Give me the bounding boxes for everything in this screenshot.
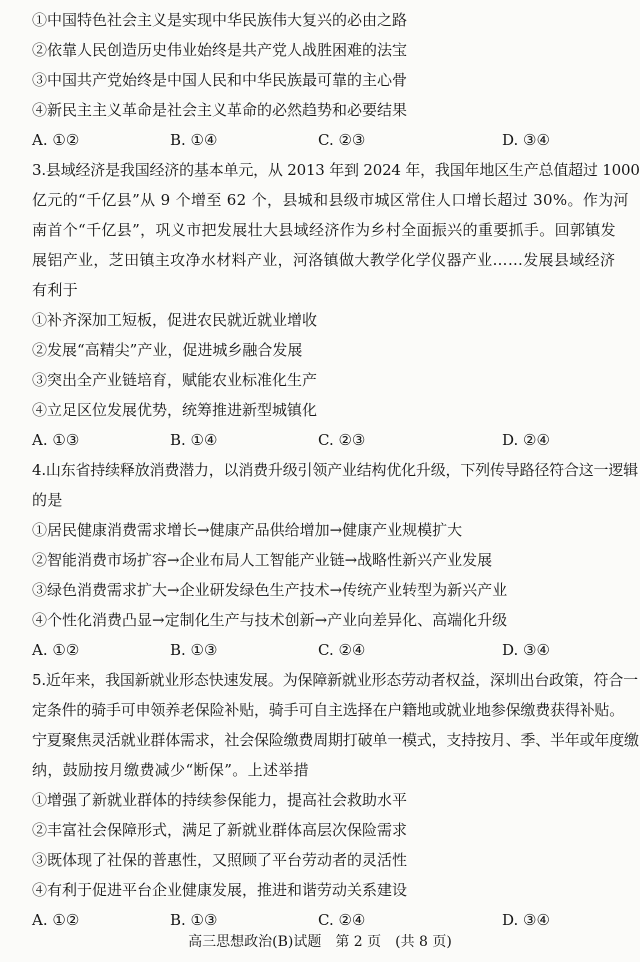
q3-choice-d: D. ②④ — [502, 431, 550, 449]
q4-option-1: ①居民健康消费需求增长→健康产品供给增加→健康产业规模扩大 — [32, 521, 463, 539]
q2-option-3: ③中国共产党始终是中国人民和中华民族最可靠的主心骨 — [32, 71, 408, 89]
q3-stem-line-4: 展铝产业，芝田镇主攻净水材料产业，河洛镇做大教学化学仪器产业……发展县域经济 — [32, 251, 616, 269]
q2-option-1: ①中国特色社会主义是实现中华民族伟大复兴的必由之路 — [32, 11, 408, 29]
q2-option-4: ④新民主主义革命是社会主义革命的必然趋势和必要结果 — [32, 101, 408, 119]
q5-choice-b: B. ①③ — [170, 911, 218, 929]
q4-choice-b: B. ①③ — [170, 641, 218, 659]
page-footer: 高三思想政治(B)试题 第 2 页 (共 8 页) — [188, 934, 452, 950]
q2-choice-d: D. ③④ — [502, 131, 550, 149]
q2-choices — [32, 126, 628, 154]
q5-choice-d: D. ③④ — [502, 911, 550, 929]
q3-stem-line-3: 南首个“千亿县”，巩义市把发展壮大县域经济作为乡村全面振兴的重要抓手。回郭镇发 — [32, 221, 616, 239]
q3-choices — [32, 426, 628, 454]
q5-option-1: ①增强了新就业群体的持续参保能力，提高社会救助水平 — [32, 791, 408, 809]
q4-choice-c: C. ②④ — [318, 641, 366, 659]
q3-choice-b: B. ①④ — [170, 431, 218, 449]
q3-stem-line-1: 3.县域经济是我国经济的基本单元，从 2013 年到 2024 年，我国年地区生产总值超过 1000 — [32, 161, 640, 179]
q3-option-2: ②发展“高精尖”产业，促进城乡融合发展 — [32, 341, 303, 359]
q3-stem-line-2: 亿元的“千亿县”从 9 个增至 62 个，县城和县级市城区常住人口增长超过 30%。作为河 — [32, 191, 629, 209]
q5-choice-a: A. ①② — [32, 911, 80, 929]
q2-choice-b: B. ①④ — [170, 131, 218, 149]
q4-choice-a: A. ①② — [32, 641, 80, 659]
q3-option-4: ④立足区位发展优势，统筹推进新型城镇化 — [32, 401, 318, 419]
q3-choice-a: A. ①③ — [32, 431, 80, 449]
q2-choice-c: C. ②③ — [318, 131, 366, 149]
q5-stem-line-4: 纳，鼓励按月缴费减少“断保”。上述举措 — [32, 761, 309, 779]
q3-choice-c: C. ②③ — [318, 431, 366, 449]
q4-option-4: ④个性化消费凸显→定制化生产与技术创新→产业向差异化、高端化升级 — [32, 611, 508, 629]
q2-option-2: ②依靠人民创造历史伟业始终是共产党人战胜困难的法宝 — [32, 41, 408, 59]
q5-stem-line-1: 5.近年来，我国新就业形态快速发展。为保障新就业形态劳动者权益，深圳出台政策，符合一 — [32, 671, 638, 689]
q3-option-3: ③突出全产业链培育，赋能农业标准化生产 — [32, 371, 318, 389]
q5-choice-c: C. ②④ — [318, 911, 366, 929]
q4-choices — [32, 636, 628, 664]
q4-stem-line-2: 的是 — [32, 491, 63, 509]
q5-option-4: ④有利于促进平台企业健康发展，推进和谐劳动关系建设 — [32, 881, 408, 899]
q4-option-3: ③绿色消费需求扩大→企业研发绿色生产技术→传统产业转型为新兴产业 — [32, 581, 508, 599]
q5-option-2: ②丰富社会保障形式，满足了新就业群体高层次保险需求 — [32, 821, 408, 839]
q3-option-1: ①补齐深加工短板，促进农民就近就业增收 — [32, 311, 318, 329]
q3-stem-line-5: 有利于 — [32, 281, 79, 299]
q5-option-3: ③既体现了社保的普惠性，又照顾了平台劳动者的灵活性 — [32, 851, 408, 869]
q2-choice-a: A. ①② — [32, 131, 80, 149]
q4-choice-d: D. ③④ — [502, 641, 550, 659]
q5-stem-line-3: 宁夏聚焦灵活就业群体需求，社会保险缴费周期打破单一模式，支持按月、季、半年或年度缴 — [32, 731, 639, 749]
q5-stem-line-2: 定条件的骑手可申领养老保险补贴，骑手可自主选择在户籍地或就业地参保缴费获得补贴。 — [32, 701, 625, 719]
q4-stem-line-1: 4.山东省持续释放消费潜力，以消费升级引领产业结构优化升级，下列传导路径符合这一逻辑 — [32, 461, 638, 479]
q4-option-2: ②智能消费市场扩容→企业布局人工智能产业链→战略性新兴产业发展 — [32, 551, 493, 569]
